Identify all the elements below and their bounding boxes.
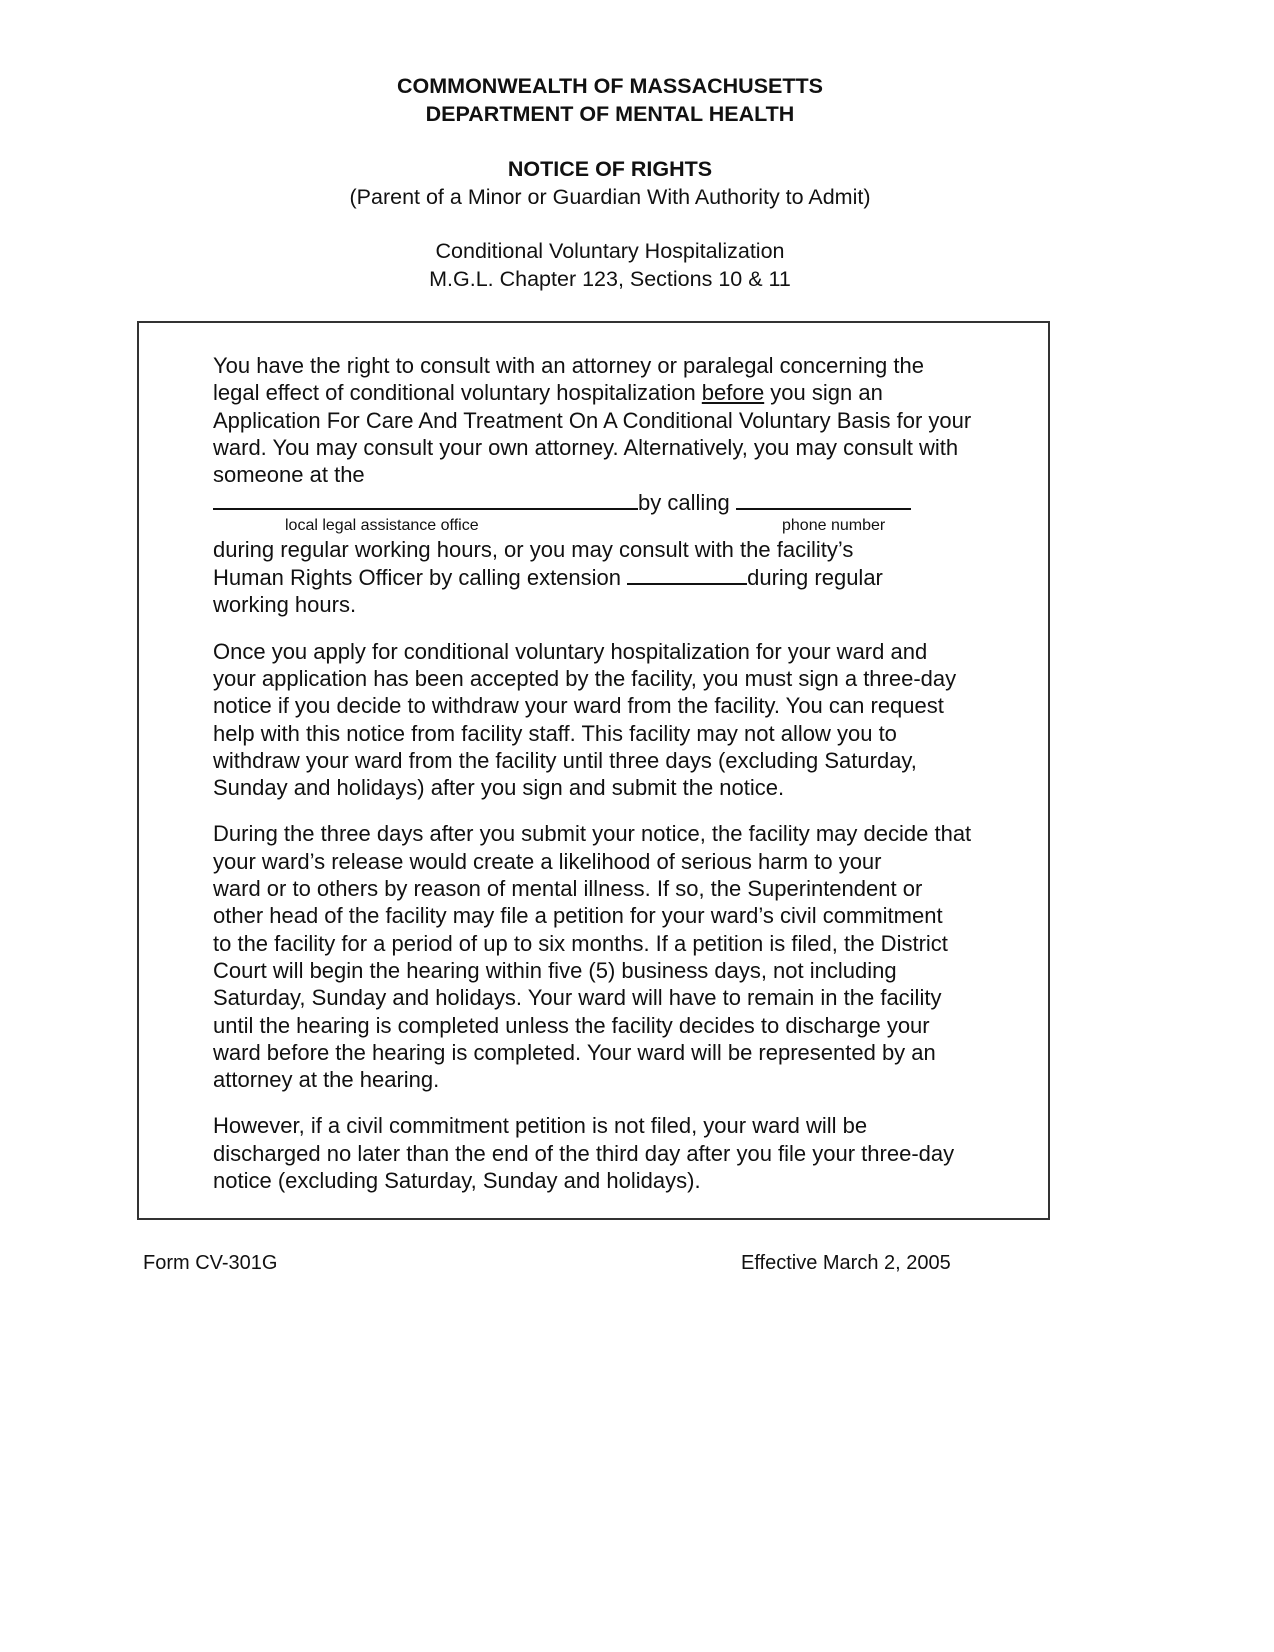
effective-date: Effective March 2, 2005 — [741, 1252, 951, 1274]
legal-office-blank[interactable] — [213, 488, 638, 510]
text-span: you sign an — [764, 380, 883, 406]
text-line: You have the right to consult with an attorney or paralegal concerning the — [213, 353, 924, 378]
text-line — [213, 488, 971, 516]
text-line: Once you apply for conditional voluntary hospitalization for your ward and — [213, 638, 928, 664]
paragraph-2 — [213, 638, 971, 802]
text-line: attorney at the hearing. — [213, 1067, 440, 1093]
text-line: to the facility for a period of up to six months. If a petition is filed, the District — [213, 930, 948, 956]
text-line — [213, 563, 971, 591]
text-span: during regular — [747, 565, 883, 591]
notice-title: NOTICE OF RIGHTS — [507, 157, 713, 181]
text-line: someone at the — [213, 462, 365, 488]
text-line: other head of the facility may file a petition for your ward’s civil commitment — [213, 903, 943, 929]
text-line: until the hearing is completed unless the facility decides to discharge your — [213, 1012, 930, 1038]
text-line: ward. You may consult your own attorney. Alternatively, you may consult with — [213, 434, 959, 460]
text-line: notice if you decide to withdraw your ward from the facility. You can request — [213, 693, 944, 719]
text-line: discharged no later than the end of the third day after you file your three-day — [213, 1140, 955, 1166]
text-line — [213, 379, 971, 406]
text-span: legal effect of conditional voluntary hospitalization — [213, 380, 702, 406]
text-line: Saturday, Sunday and holidays. Your ward will have to remain in the facility — [213, 985, 942, 1011]
phone-number-blank[interactable] — [736, 488, 911, 510]
text-line: ward or to others by reason of mental illness. If so, the Superintendent or — [213, 876, 923, 902]
text-line: ward before the hearing is completed. Your ward will be represented by an — [213, 1039, 936, 1065]
text-line: during regular working hours, or you may consult with the facility’s — [213, 536, 854, 562]
paragraph-consult — [213, 352, 971, 619]
notice-subtitle: (Parent of a Minor or Guardian With Authority to Admit) — [349, 185, 871, 209]
rights-text — [213, 352, 971, 1213]
notice-statute: M.G.L. Chapter 123, Sections 10 & 11 — [429, 267, 791, 291]
header-line-1: COMMONWEALTH OF MASSACHUSETTS — [397, 74, 823, 98]
text-line: However, if a civil commitment petition is not filed, your ward will be — [213, 1113, 868, 1139]
emphasis-before: before — [701, 380, 765, 406]
notice-topic: Conditional Voluntary Hospitalization — [435, 239, 785, 263]
blank-labels — [213, 517, 971, 536]
text-line: notice (excluding Saturday, Sunday and holidays). — [213, 1168, 701, 1194]
text-line: help with this notice from facility staff. This facility may not allow you to — [213, 720, 897, 746]
paragraph-4 — [213, 1112, 971, 1194]
text-line: your ward’s release would create a likelihood of serious harm to your — [213, 848, 882, 874]
text-line: During the three days after you submit your notice, the facility may decide that — [213, 821, 972, 847]
label-phone: phone number — [782, 516, 886, 534]
text-line: Court will begin the hearing within five (5) business days, not including — [213, 957, 897, 983]
text-line: Sunday and holidays) after you sign and submit the notice. — [213, 775, 785, 801]
paragraph-3 — [213, 820, 971, 1093]
header-line-2: DEPARTMENT OF MENTAL HEALTH — [425, 102, 795, 126]
text-line: Application For Care And Treatment On A Conditional Voluntary Basis for your — [213, 407, 972, 433]
text-line: withdraw your ward from the facility until three days (excluding Saturday, — [213, 747, 917, 773]
text-line: your application has been accepted by the facility, you must sign a three-day — [213, 665, 957, 691]
text-span: Human Rights Officer by calling extension — [213, 565, 628, 591]
label-office: local legal assistance office — [285, 516, 479, 534]
remaining-paragraphs — [213, 638, 971, 1195]
text-line: working hours. — [213, 592, 357, 618]
extension-blank[interactable] — [627, 563, 747, 585]
form-number: Form CV-301G — [143, 1252, 278, 1274]
by-calling-text: by calling — [638, 490, 736, 516]
